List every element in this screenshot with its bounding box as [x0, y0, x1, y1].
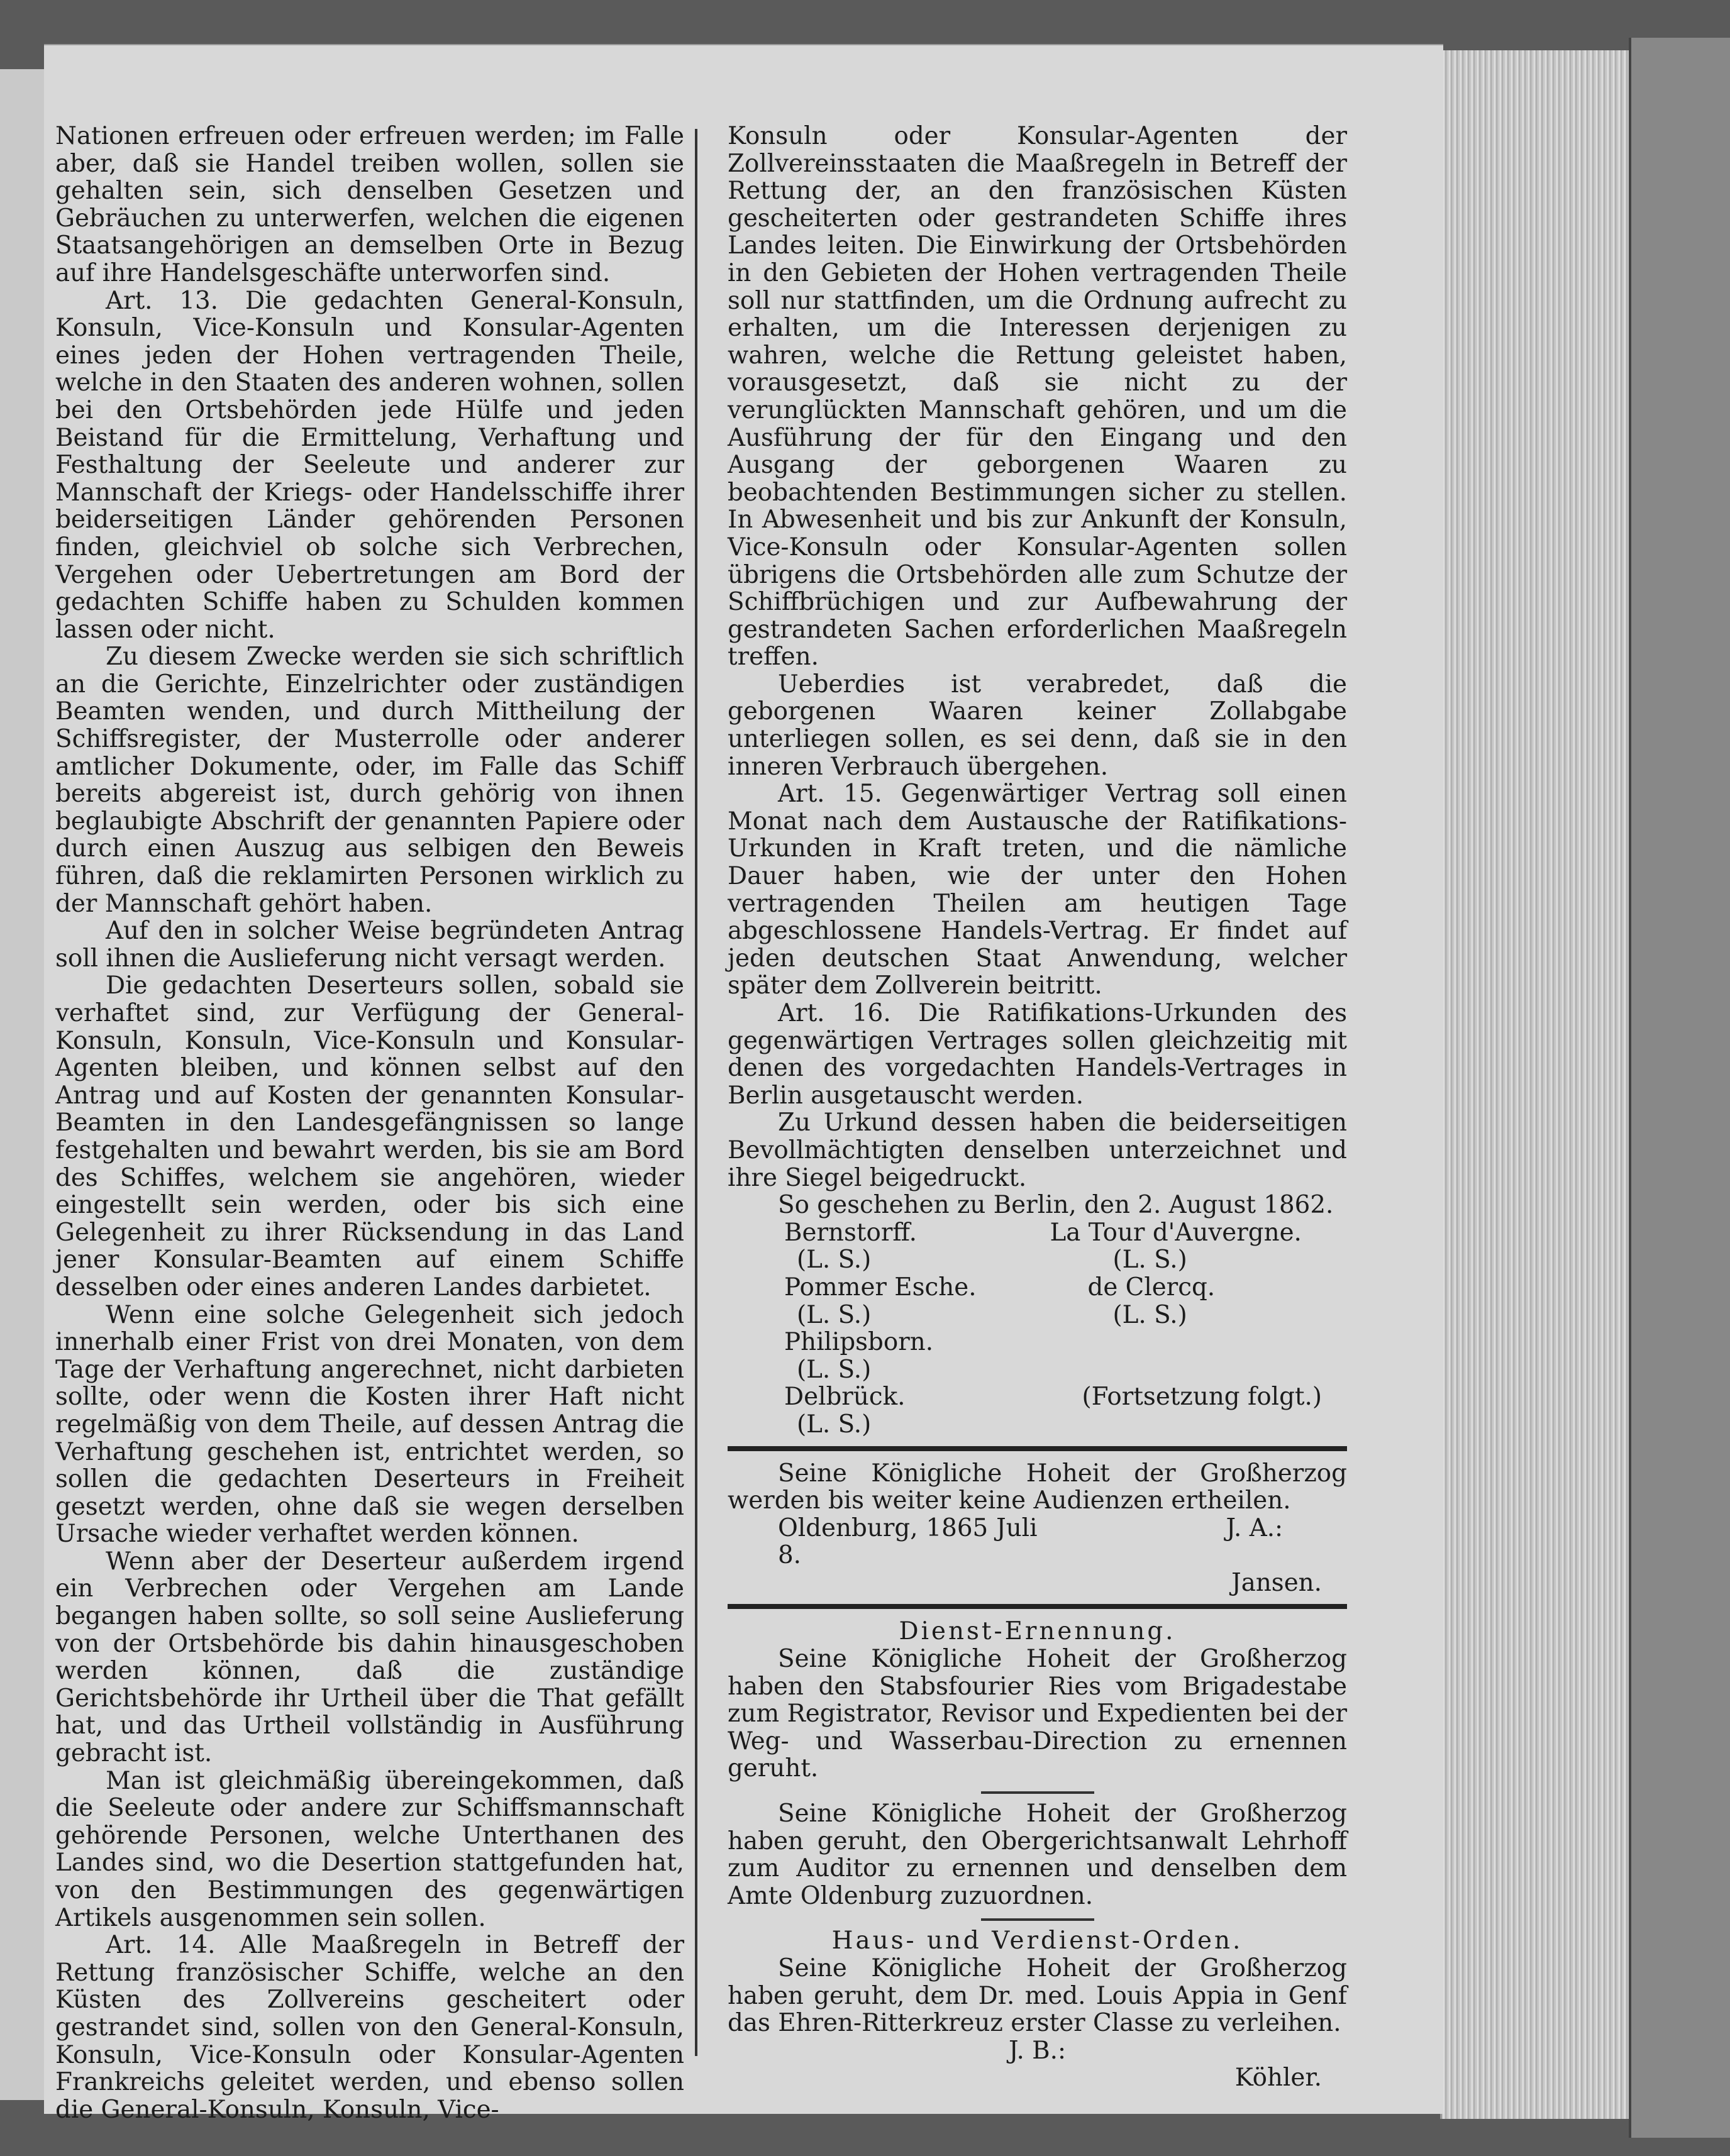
right-paragraph: Art. 15. Gegenwärtiger Vertrag soll einen Monat nach dem Austausche der Ratifikations-Urkunden in Kraft treten, und die nämliche Dauer haben, wie der unter den Hohen vertragenden Theilen am heutigen Tage abgeschlossene Handels-Vertrag. Er findet auf jeden deutschen Staat Anwendung, welcher später dem Zollverein beitritt. [728, 780, 1347, 1000]
short-rule [981, 1918, 1094, 1921]
section-rule [728, 1604, 1347, 1609]
page-stack-edge [1440, 50, 1631, 2119]
signatures-left [728, 1219, 1038, 1439]
notice-ia: J. A.: [1226, 1513, 1284, 1542]
notice-signoff [728, 1515, 1347, 1569]
right-paragraph: Ueberdies ist verabredet, daß die geborgenen Waaren keiner Zollabgabe unterliegen sollen, es sei denn, daß sie in den inneren Verbrauch übergehen. [728, 670, 1347, 781]
signature-line: (L. S.) [1112, 1246, 1187, 1274]
right-paragraph: Konsuln oder Konsular-Agenten der Zollvereinsstaaten die Maaßregeln in Betreff der Rettung der, an den französischen Küsten gescheiterten oder gestrandeten Schiffe ihres Landes leiten. Die Einwirkung der Ortsbehörden in den Gebieten der Hohen vertragenden Theile soll nur stattfinden, um die Ordnung aufrecht zu erhalten, um die Interessen derjenigen zu wahren, welche die Rettung geleistet haben, vorausgesetzt, daß sie nicht zu der verunglückten Mannschaft gehören, und um die Ausführung der für den Eingang und den Ausgang der geborgenen Waaren zu beobachtenden Bestimmungen sicher zu stellen. In Abwesenheit und bis zur Ankunft der Konsuln, Vice-Konsuln oder Konsular-Agenten sollen übrigens die Ortsbehörden alle zum Schutze der Schiffbrüchigen und zur Aufbewahrung der gestrandeten Sachen erforderlichen Maaßregeln treffen. [728, 122, 1347, 672]
dienst-paragraph: Seine Königliche Hoheit der Großherzog haben den Stabsfourier Ries vom Brigadestabe zum Registrator, Revisor und Expedienten bei der Weg- und Wasserbau-Direction zu ernennen geruht. [728, 1645, 1347, 1783]
left-column [55, 123, 684, 2123]
signature-line: Bernstorff. [784, 1218, 917, 1247]
dienst-paragraph: Seine Königliche Hoheit der Großherzog haben geruht, den Obergerichtsanwalt Lehrhoff zum Auditor zu ernennen und denselben dem Amte Oldenburg zuzuordnen. [728, 1799, 1347, 1910]
signature-line: Philipsborn. [784, 1328, 934, 1357]
continuation-note: (Fortsetzung folgt.) [1082, 1383, 1322, 1412]
signature-line: de Clercq. [1087, 1273, 1216, 1302]
signature-line: (L. S.) [797, 1410, 872, 1439]
signatures-right [1038, 1219, 1348, 1439]
signature-line: (L. S.) [797, 1355, 872, 1384]
facing-page-edge [0, 69, 51, 2100]
right-paragraph: Art. 16. Die Ratifikations-Urkunden des gegenwärtigen Vertrages sollen gleichzeitig mit denen des vorgedachten Handels-Vertrages in Berlin ausgetauscht werden. [728, 999, 1347, 1110]
left-paragraph: Zu diesem Zwecke werden sie sich schriftlich an die Gerichte, Einzelrichter oder zuständigen Beamten wenden, und durch Mittheilung der Schiffsregister, der Musterrolle oder anderer amtlicher Dokumente, oder, im Falle das Schiff bereits abgereist ist, durch gehörig von ihnen beglaubigte Abschrift der genannten Papiere oder durch einen Auszug aus selbigen den Beweis führen, daß die reklamirten Personen wirklich zu der Mannschaft gehört haben. [55, 643, 684, 918]
section-rule [728, 1446, 1347, 1451]
notice-date: Oldenburg, 1865 Juli 8. [778, 1513, 1038, 1570]
orden-signer: Köhler. [1234, 2064, 1322, 2092]
short-rule [981, 1791, 1094, 1794]
signature-line: Pommer Esche. [784, 1273, 977, 1302]
signature-line: (L. S.) [797, 1300, 872, 1329]
signature-line: (L. S.) [1112, 1300, 1187, 1329]
heading-dienst: Dienst-Ernennung. [899, 1617, 1176, 1646]
notice-audienzen: Seine Königliche Hoheit der Großherzog werden bis weiter keine Audienzen ertheilen. [728, 1459, 1347, 1515]
right-column [728, 123, 1347, 2092]
signature-line: La Tour d'Auvergne. [1050, 1218, 1302, 1247]
left-paragraph: Nationen erfreuen oder erfreuen werden; im Falle aber, daß sie Handel treiben wollen, sollen sie gehalten sein, sich denselben Gesetzen und Gebräuchen zu unterwerfen, welchen die eigenen Staatsangehörigen an demselben Orte in Bezug auf ihre Handelsgeschäfte unterworfen sind. [55, 122, 684, 287]
left-paragraph: Art. 14. Alle Maaßregeln in Betreff der Rettung französischer Schiffe, welche an den Küsten des Zollvereins gescheitert oder gestrandet sind, sollen von den General-Konsuln, Konsuln, Vice-Konsuln oder Konsular-Agenten Frankreichs geleitet werden, und ebenso sollen die General-Konsuln, Konsuln, Vice- [55, 1931, 684, 2124]
orden-paragraph: Seine Königliche Hoheit der Großherzog haben geruht, dem Dr. med. Louis Appia in Genf das Ehren-Ritterkreuz erster Classe zu verleihen. [728, 1954, 1347, 2038]
signature-block [728, 1219, 1347, 1439]
left-paragraph: Die gedachten Deserteurs sollen, sobald sie verhaftet sind, zur Verfügung der General-Konsuln, Konsuln, Vice-Konsuln und Konsular-Agenten bleiben, und können selbst auf den Antrag und auf Kosten der genannten Konsular-Beamten in den Landesgefängnissen so lange festgehalten und bewahrt werden, bis sie am Bord des Schiffes, welchem sie angehören, wieder eingestellt sein werden, oder bis sich eine Gelegenheit zu ihrer Rücksendung in das Land jener Konsular-Beamten auf einem Schiffe desselben oder eines anderen Landes darbietet. [55, 971, 684, 1302]
left-paragraph: Art. 13. Die gedachten General-Konsuln, Konsuln, Vice-Konsuln und Konsular-Agenten eines jeden der Hohen vertragenden Theile, welche in den Staaten des anderen wohnen, sollen bei den Ortsbehörden jede Hülfe und jeden Beistand für die Ermittelung, Verhaftung und Festhaltung der Seeleute und anderer zur Mannschaft der Kriegs- oder Handelsschiffe ihrer beiderseitigen Länder gehörenden Personen finden, gleichviel ob solche sich Verbrechen, Vergehen oder Uebertretungen am Bord der gedachten Schiffe haben zu Schulden kommen lassen oder nicht. [55, 286, 684, 644]
column-divider [695, 129, 697, 2056]
left-paragraph: Man ist gleichmäßig übereingekommen, daß die Seeleute oder andere zur Schiffsmannschaft gehörende Personen, welche Unterthanen des Landes sind, wo die Desertion stattgefunden hat, von den Bestimmungen des gegenwärtigen Artikels ausgenommen sein sollen. [55, 1766, 684, 1932]
orden-ib: J. B.: [1008, 2036, 1067, 2065]
heading-orden: Haus- und Verdienst-Orden. [831, 1927, 1243, 1955]
signature-line: Delbrück. [784, 1383, 906, 1412]
book-cover-edge [1629, 38, 1730, 2138]
right-paragraph: Zu Urkund dessen haben die beiderseitigen Bevollmächtigten denselben unterzeichnet und ihre Siegel beigedruckt. [728, 1108, 1347, 1192]
left-paragraph: Wenn aber der Deserteur außerdem irgend ein Verbrechen oder Vergehen am Lande begangen haben sollte, so soll seine Auslieferung von der Ortsbehörde bis dahin hinausgeschoben werden können, daß die zuständige Gerichtsbehörde ihr Urtheil über die That gefällt hat, und das Urtheil vollständig in Ausführung gebracht ist. [55, 1547, 684, 1768]
left-paragraph: Auf den in solcher Weise begründeten Antrag soll ihnen die Auslieferung nicht versagt werden. [55, 917, 684, 973]
notice-signer: Jansen. [1231, 1568, 1322, 1597]
signature-line: (L. S.) [797, 1246, 872, 1274]
left-paragraph: Wenn eine solche Gelegenheit sich jedoch innerhalb einer Frist von drei Monaten, von dem Tage der Verhaftung angerechnet, nicht darbieten sollte, oder wenn die Kosten ihrer Haft nicht regelmäßig von dem Theile, auf dessen Antrag die Verhaftung geschehen ist, entrichtet werden, so sollen die gedachten Deserteurs in Freiheit gesetzt werden, ohne daß sie wegen derselben Ursache wieder verhaftet werden können. [55, 1300, 684, 1549]
place-date: So geschehen zu Berlin, den 2. August 1862. [778, 1191, 1334, 1220]
